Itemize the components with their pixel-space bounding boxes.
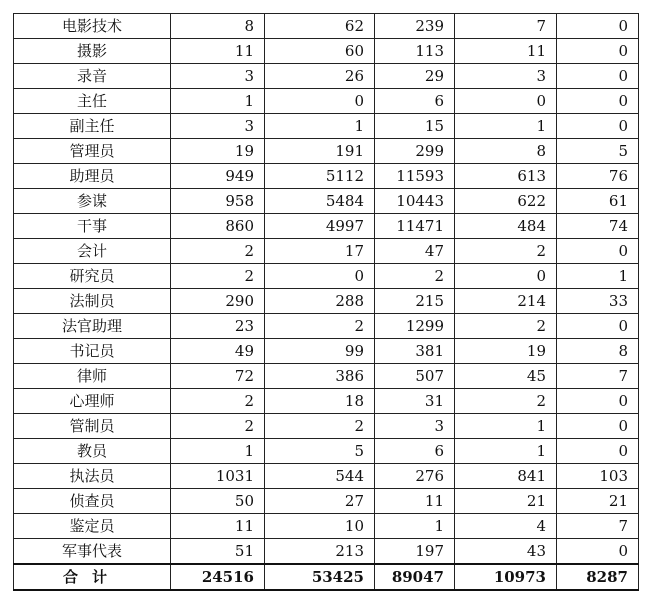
row-label: 参谋 [14, 189, 171, 214]
row-label: 电影技术 [14, 14, 171, 39]
table-cell: 33 [557, 289, 639, 314]
table-cell: 2 [171, 264, 265, 289]
table-cell: 0 [557, 64, 639, 89]
table-cell: 26 [265, 64, 375, 89]
table-cell: 74 [557, 214, 639, 239]
table-cell: 239 [375, 14, 455, 39]
table-cell: 507 [375, 364, 455, 389]
table-cell: 1299 [375, 314, 455, 339]
table-row [14, 189, 639, 214]
table-cell: 51 [171, 539, 265, 565]
table-cell: 11593 [375, 164, 455, 189]
table-cell: 5112 [265, 164, 375, 189]
table-cell: 3 [455, 64, 557, 89]
table-cell: 386 [265, 364, 375, 389]
table-cell: 1 [265, 114, 375, 139]
total-cell: 8287 [557, 564, 639, 590]
table-cell: 8 [557, 339, 639, 364]
table-cell: 0 [557, 389, 639, 414]
table-cell: 2 [455, 239, 557, 264]
table-row [14, 439, 639, 464]
table-cell: 113 [375, 39, 455, 64]
table-row [14, 114, 639, 139]
table-cell: 76 [557, 164, 639, 189]
table-cell: 60 [265, 39, 375, 64]
row-label: 录音 [14, 64, 171, 89]
table-cell: 290 [171, 289, 265, 314]
table-row [14, 314, 639, 339]
row-label: 律师 [14, 364, 171, 389]
table-row [14, 539, 639, 565]
table-row [14, 514, 639, 539]
table-cell: 381 [375, 339, 455, 364]
table-cell: 19 [455, 339, 557, 364]
table-cell: 15 [375, 114, 455, 139]
table-cell: 45 [455, 364, 557, 389]
table-row [14, 39, 639, 64]
row-label: 管理员 [14, 139, 171, 164]
table-cell: 1 [557, 264, 639, 289]
table-cell: 2 [455, 389, 557, 414]
table-cell: 21 [557, 489, 639, 514]
table-cell: 7 [455, 14, 557, 39]
table-cell: 2 [375, 264, 455, 289]
row-label: 心理师 [14, 389, 171, 414]
data-table [13, 13, 639, 591]
table-row [14, 89, 639, 114]
table-cell: 17 [265, 239, 375, 264]
table-cell: 72 [171, 364, 265, 389]
table-cell: 958 [171, 189, 265, 214]
table-row [14, 139, 639, 164]
table-cell: 19 [171, 139, 265, 164]
table-row [14, 214, 639, 239]
table-cell: 61 [557, 189, 639, 214]
table-cell: 0 [455, 264, 557, 289]
table-cell: 4 [455, 514, 557, 539]
table-cell: 10 [265, 514, 375, 539]
table-cell: 841 [455, 464, 557, 489]
table-cell: 949 [171, 164, 265, 189]
table-cell: 0 [557, 239, 639, 264]
table-row [14, 489, 639, 514]
table-row [14, 464, 639, 489]
table-cell: 0 [557, 89, 639, 114]
table-cell: 11 [171, 39, 265, 64]
table-cell: 8 [171, 14, 265, 39]
row-label: 执法员 [14, 464, 171, 489]
table-cell: 5484 [265, 189, 375, 214]
table-cell: 31 [375, 389, 455, 414]
table-cell: 7 [557, 364, 639, 389]
table-cell: 2 [455, 314, 557, 339]
table-cell: 276 [375, 464, 455, 489]
total-cell: 53425 [265, 564, 375, 590]
table-cell: 860 [171, 214, 265, 239]
table-row [14, 389, 639, 414]
table-row [14, 164, 639, 189]
table-cell: 18 [265, 389, 375, 414]
table-cell: 11 [375, 489, 455, 514]
row-label: 法制员 [14, 289, 171, 314]
table-cell: 99 [265, 339, 375, 364]
table-cell: 1 [455, 439, 557, 464]
table-cell: 43 [455, 539, 557, 565]
table-cell: 5 [265, 439, 375, 464]
table-cell: 8 [455, 139, 557, 164]
table-cell: 1 [171, 439, 265, 464]
row-label: 军事代表 [14, 539, 171, 565]
table-row [14, 264, 639, 289]
table-cell: 2 [265, 414, 375, 439]
table-cell: 0 [455, 89, 557, 114]
table-cell: 50 [171, 489, 265, 514]
row-label: 助理员 [14, 164, 171, 189]
table-cell: 6 [375, 439, 455, 464]
table-cell: 484 [455, 214, 557, 239]
table-cell: 62 [265, 14, 375, 39]
row-label: 管制员 [14, 414, 171, 439]
table-cell: 0 [557, 39, 639, 64]
table-body [14, 14, 639, 591]
table-cell: 0 [557, 314, 639, 339]
table-cell: 1 [171, 89, 265, 114]
table-cell: 191 [265, 139, 375, 164]
table-cell: 544 [265, 464, 375, 489]
table-cell: 0 [557, 414, 639, 439]
table-cell: 622 [455, 189, 557, 214]
table-cell: 215 [375, 289, 455, 314]
table-cell: 27 [265, 489, 375, 514]
table-cell: 3 [171, 64, 265, 89]
table-cell: 3 [171, 114, 265, 139]
table-row [14, 64, 639, 89]
table-cell: 0 [557, 439, 639, 464]
table-cell: 11 [455, 39, 557, 64]
table-cell: 0 [557, 539, 639, 565]
row-label: 鉴定员 [14, 514, 171, 539]
total-row [14, 564, 639, 590]
row-label: 侦查员 [14, 489, 171, 514]
row-label: 副主任 [14, 114, 171, 139]
table-cell: 49 [171, 339, 265, 364]
table-cell: 0 [265, 89, 375, 114]
table-cell: 1 [455, 414, 557, 439]
data-table-container [13, 13, 639, 591]
table-cell: 10443 [375, 189, 455, 214]
table-cell: 0 [265, 264, 375, 289]
table-cell: 7 [557, 514, 639, 539]
table-cell: 1 [375, 514, 455, 539]
table-cell: 2 [171, 414, 265, 439]
row-label: 主任 [14, 89, 171, 114]
table-row [14, 14, 639, 39]
table-row [14, 364, 639, 389]
table-row [14, 289, 639, 314]
row-label: 教员 [14, 439, 171, 464]
row-label: 会计 [14, 239, 171, 264]
table-cell: 288 [265, 289, 375, 314]
table-cell: 11 [171, 514, 265, 539]
table-cell: 197 [375, 539, 455, 565]
table-cell: 4997 [265, 214, 375, 239]
table-cell: 5 [557, 139, 639, 164]
table-cell: 47 [375, 239, 455, 264]
table-cell: 613 [455, 164, 557, 189]
table-cell: 214 [455, 289, 557, 314]
table-cell: 6 [375, 89, 455, 114]
table-cell: 2 [171, 239, 265, 264]
table-cell: 1 [455, 114, 557, 139]
row-label: 书记员 [14, 339, 171, 364]
table-cell: 21 [455, 489, 557, 514]
table-cell: 103 [557, 464, 639, 489]
total-cell: 89047 [375, 564, 455, 590]
row-label: 干事 [14, 214, 171, 239]
table-row [14, 414, 639, 439]
table-cell: 0 [557, 14, 639, 39]
row-label: 法官助理 [14, 314, 171, 339]
row-label: 研究员 [14, 264, 171, 289]
table-cell: 213 [265, 539, 375, 565]
table-cell: 11471 [375, 214, 455, 239]
table-cell: 23 [171, 314, 265, 339]
table-row [14, 339, 639, 364]
table-cell: 2 [265, 314, 375, 339]
table-cell: 3 [375, 414, 455, 439]
table-cell: 29 [375, 64, 455, 89]
table-cell: 0 [557, 114, 639, 139]
table-cell: 299 [375, 139, 455, 164]
total-cell: 10973 [455, 564, 557, 590]
total-cell: 24516 [171, 564, 265, 590]
table-cell: 2 [171, 389, 265, 414]
table-row [14, 239, 639, 264]
row-label: 摄影 [14, 39, 171, 64]
total-label: 合计 [14, 564, 171, 590]
table-cell: 1031 [171, 464, 265, 489]
